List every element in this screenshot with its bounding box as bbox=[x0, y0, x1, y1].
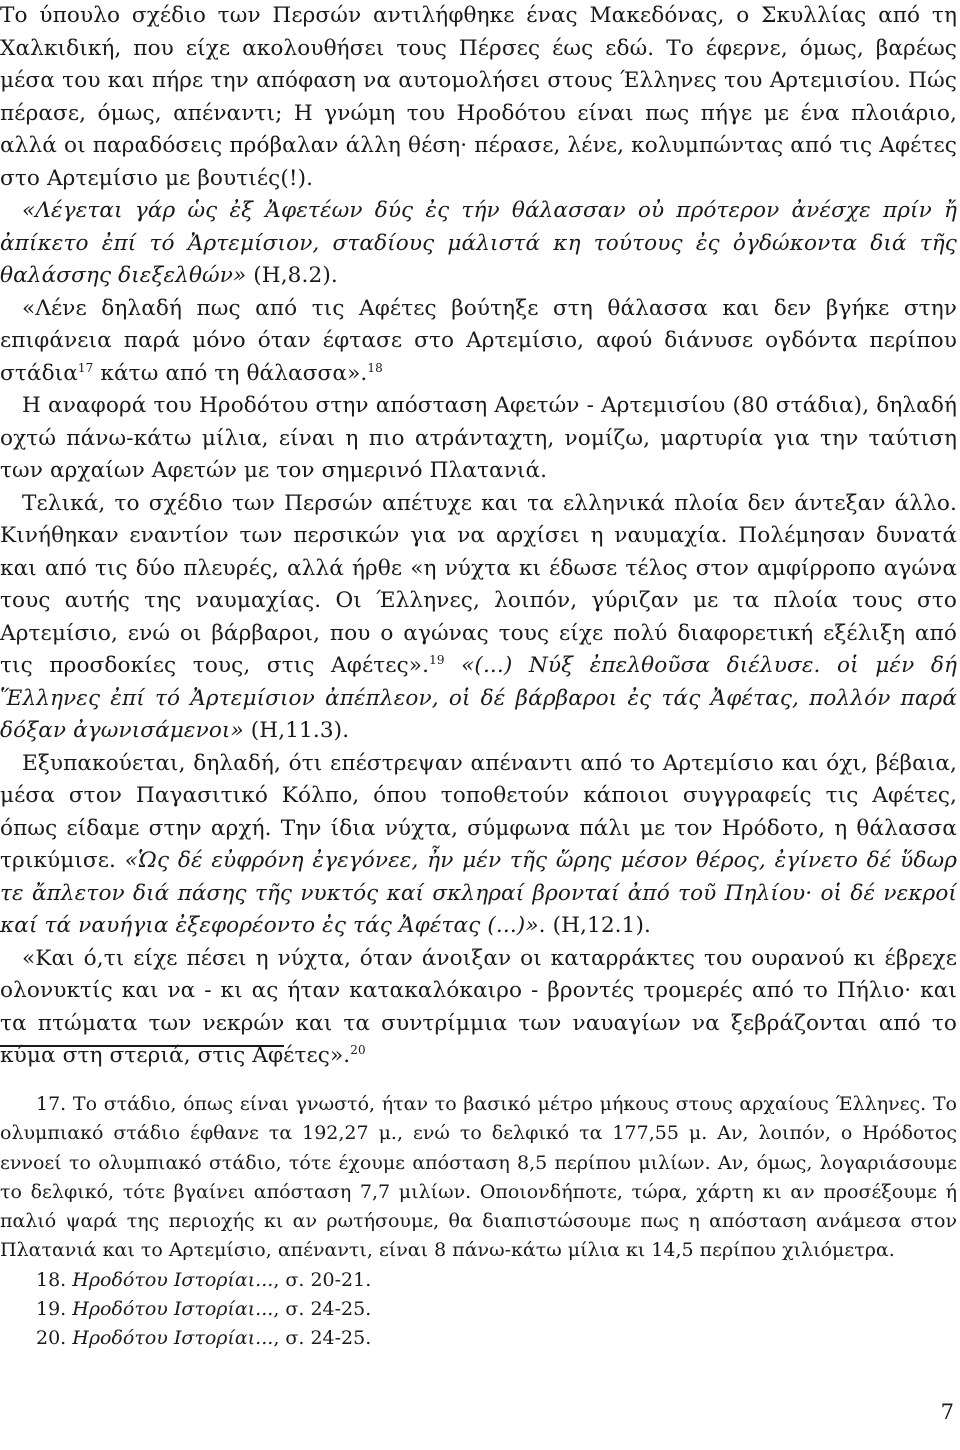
paragraph-6: Εξυπακούεται, δηλαδή, ότι επέστρεψαν απέναντι από το Αρτεμίσιο και όχι, βέβαια, μέσα στον Παγασιτικό Κόλπο, όπου τοποθετούν κάποιοι συγγραφείς τις Αφέτες, όπως είδαμε στην αρχή. Την ίδια νύχτα, σύμφωνα πάλι με τον Ηρόδοτο, η θάλασσα τρικύμισε. «Ὡς δέ εὐφρόνη ἐγεγόνεε, ἦν μέν τῆς ὥρης μέσον θέρος, ἐγίνετο δέ ὕδωρ τε ἄπλετον διά πάσης τῆς νυκτός καί σκληραί βρονταί ἀπό τοῦ Πηλίου· οἱ δέ νεκροί καί τά ναυήγια ἐξεφορέοντο ἐς τάς Ἀφέτας (...)». (Η,12.1). bbox=[0, 750, 957, 938]
ancient-greek-quote: «(...) Νύξ ἐπελθοῦσα διέλυσε. οἱ μέν δή Ἕλληνες ἐπί τό Ἀρτεμίσιον ἀπέπλεον, οἱ δέ βάρβαροι ἐς τάς Ἀφέτας, πολλόν παρά δόξαν ἀγωνισάμενοι» bbox=[0, 653, 958, 743]
footnote-ref-20[interactable]: 20 bbox=[350, 1042, 366, 1057]
ancient-greek-quote: «Ὡς δέ εὐφρόνη ἐγεγόνεε, ἦν μέν τῆς ὥρης μέσον θέρος, ἐγίνετο δέ ὕδωρ τε ἄπλετον διά πάσης τῆς νυκτός καί σκληραί βρονταί ἀπό τοῦ Πηλίου· οἱ δέ νεκροί καί τά ναυήγια ἐξεφορέοντο ἐς τάς Ἀφέτας (...)» bbox=[0, 848, 957, 938]
footnote-ref-17[interactable]: 17 bbox=[77, 360, 94, 375]
paragraph-3-translation: «Λένε δηλαδή πως από τις Αφέτες βούτηξε στη θάλασσα και δεν βγήκε στην επιφάνεια παρά μόνο όταν έφτασε στο Αρτεμίσιο, αφού διάνυσε ογδόντα περίπου στάδια$^{17}$ κάτω από τη θάλασσα».$^{18}$ bbox=[0, 295, 957, 386]
paragraph-4: Η αναφορά του Ηροδότου στην απόσταση Αφετών - Αρτεμισίου (80 στάδια), δηλαδή οχτώ πάνω-κάτω μίλια, είναι η πιο ατράνταχτη, νομίζω, μαρτυρία για την ταύτιση των αρχαίων Αφετών με τον σημερινό Πλατανιά. bbox=[0, 393, 957, 483]
footnote-18: 18. Ηροδότου Ιστορίαι..., σ. 20-21. bbox=[36, 1268, 372, 1291]
footnote-divider bbox=[0, 1045, 284, 1047]
paragraph-5: Τελικά, το σχέδιο των Περσών απέτυχε και τα ελληνικά πλοία δεν άντεξαν άλλο. Κινήθηκαν εναντίον των περσικών για να αρχίσει η ναυμαχία. Πολέμησαν δυνατά και από τις δύο πλευρές, αλλά ήρθε «η νύχτα κι έδωσε τέλος στον αμφίρροπο αγώνα τους αυτής της ναυμαχίας. Οι Έλληνες, λοιπόν, γύριζαν με τα πλοία τους στο Αρτεμίσιο, ενώ οι βάρβαροι, που ο αγώνας τους είχε πολύ διαφορετική εξέλιξη από τις προσδοκίες τους, στις Αφέτες».$^{19}$ «(...) Νύξ ἐπελθοῦσα διέλυσε. οἱ μέν δή Ἕλληνες ἐπί τό Ἀρτεμίσιον ἀπέπλεον, οἱ δέ βάρβαροι ἐς τάς Ἀφέτας, πολλόν παρά δόξαν ἀγωνισάμενοι» (Η,11.3). bbox=[0, 490, 958, 743]
footnote-17: 17. Το στάδιο, όπως είναι γνωστό, ήταν το βασικό μέτρο μήκους στους αρχαίους Έλληνες. Το ολυμπιακό στάδιο έφθανε τα 192,27 μ., ενώ το δελφικό τα 177,55 μ. Αν, λοιπόν, ο Ηρόδοτος εννοεί το ολυμπιακό στάδιο, τότε έχουμε απόσταση 8,5 περίπου μιλίων. Αν, όμως, λογαριάσουμε το δελφικό, τότε βγαίνει απόσταση 7,7 μιλίων. Οποιονδήποτε, τώρα, χάρτη κι αν προσέξουμε ή παλιό ψαρά της περιοχής κι αν ρωτήσουμε, θα διαπιστώσουμε πως η απόσταση ανάμεσα στον Πλατανιά και το Αρτεμίσιο, απέναντι, είναι 8 πάνω-κάτω μίλια κι 14,5 περίπου χιλιόμετρα. bbox=[0, 1093, 957, 1262]
footnotes bbox=[0, 1090, 957, 1354]
paragraph-1: Το ύπουλο σχέδιο των Περσών αντιλήφθηκε ένας Μακεδόνας, ο Σκυλλίας από τη Χαλκιδική, που είχε ακολουθήσει τους Πέρσες έως εδώ. Το έφερνε, όμως, βαρέως μέσα του και πήρε την απόφαση να αυτομολήσει στους Έλληνες του Αρτεμισίου. Πώς πέρασε, όμως, απέναντι; Η γνώμη του Ηροδότου είναι πως πήγε με ένα πλοιάριο, αλλά οι παραδόσεις πρόβαλαν άλλη θέση· πέρασε, λένε, κολυμπώντας από τις Αφέτες στο Αρτεμίσιο με βουτιές(!). bbox=[0, 3, 957, 191]
paragraph-2-herodotus-quote bbox=[0, 195, 957, 293]
citation: (Η,8.2). bbox=[246, 263, 338, 288]
ancient-greek-quote: «Λέγεται γάρ ὡς ἐξ Ἀφετέων δύς ἐς τήν θάλασσαν οὐ πρότερον ἀνέσχε πρίν ἤ ἀπίκετο ἐπί τό Ἀρτεμίσιον, σταδίους μάλιστά κη τούτους ἐς ὀγδώκοντα διά τῆς θαλάσσης διεξελθών» bbox=[0, 198, 957, 288]
page-number: 7 bbox=[940, 1400, 954, 1424]
footnote-19: 19. Ηροδότου Ιστορίαι..., σ. 24-25. bbox=[36, 1298, 372, 1321]
citation: (Η,11.3). bbox=[243, 718, 350, 743]
footnote-ref-18[interactable]: 18 bbox=[367, 360, 383, 375]
footnote-20: 20. Ηροδότου Ιστορίαι..., σ. 24-25. bbox=[36, 1327, 372, 1350]
citation: . (Η,12.1). bbox=[538, 913, 651, 938]
footnote-ref-19[interactable]: 19 bbox=[429, 652, 445, 667]
paragraph-7: «Και ό,τι είχε πέσει η νύχτα, όταν άνοιξαν οι καταρράκτες του ουρανού κι έβρεχε ολονυκτίς και να - κι ας ήταν κατακαλόκαιρο - βροντές τρομερές από το Πήλιο· και τα πτώματα των νεκρών και τα συντρίμμια των ναυαγίων να ξεβράζονται από το κύμα στη στεριά, στις Αφέτες».$^{20}$ bbox=[0, 945, 957, 1068]
